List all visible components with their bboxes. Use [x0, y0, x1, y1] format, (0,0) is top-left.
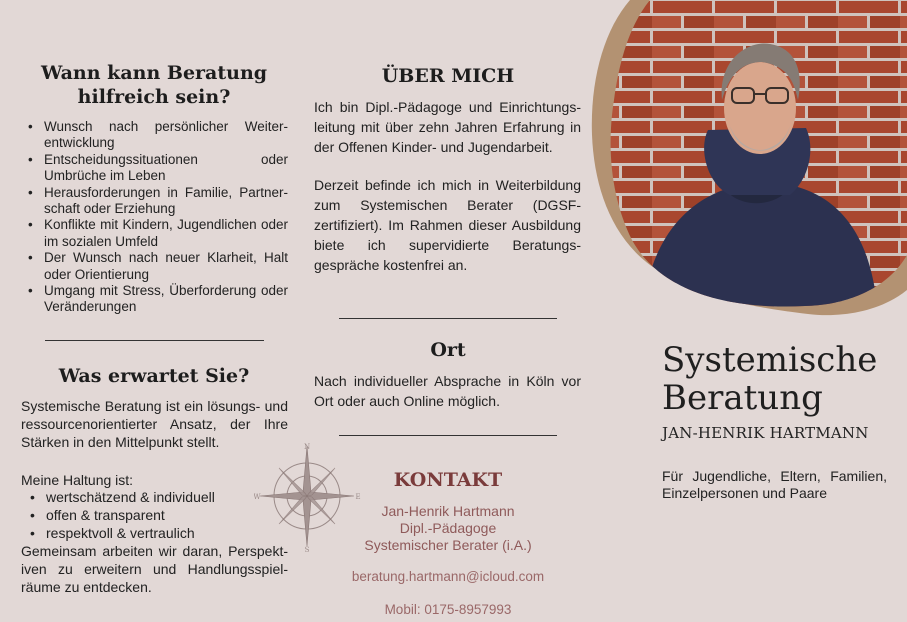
contact-degree: Dipl.-Pädagoge: [399, 520, 497, 536]
when-list: [22, 119, 288, 316]
audience-text: Für Jugendliche, Eltern, Familien, Einzelpersonen und Paare: [662, 468, 887, 501]
list-item: • Herausforderungen in Familie, Partner-schaft oder Erziehung: [22, 185, 288, 218]
portrait-frame: [590, 0, 907, 316]
compass-e: E: [355, 493, 361, 501]
divider: [339, 435, 557, 436]
divider: [339, 318, 557, 319]
title-line-2: Beratung: [662, 378, 823, 418]
compass-n: N: [303, 443, 311, 451]
contact-phone[interactable]: Mobil: 0175-8957993: [384, 602, 512, 617]
contact-name: Jan-Henrik Hartmann: [381, 503, 515, 519]
place-text: Nach individueller Absprache in Köln vor Ort oder auch Online möglich.: [314, 373, 581, 409]
list-item: • Konflikte mit Kindern, Jugendlichen oder im sozialen Umfeld: [22, 217, 288, 250]
stance-list: [24, 488, 254, 542]
contact-role: Systemischer Berater (i.A.): [364, 537, 532, 553]
portrait-photo: [590, 0, 907, 316]
about-paragraph-1: Ich bin Dipl.-Pädagoge und Einrichtungs-leitung mit über zehn Jahren Erfahrung in der Offenen Kinder- und Jugendarbeit.: [314, 99, 581, 155]
title-line-1: Systemische: [662, 340, 878, 380]
section-title-about: ÜBER MICH: [381, 65, 515, 87]
compass-s: S: [304, 546, 310, 554]
stance-label: Meine Haltung ist:: [21, 472, 134, 488]
list-item: • Entscheidungssituationen oder Umbrüche im Leben: [22, 152, 288, 185]
list-item: • Der Wunsch nach neuer Klarheit, Halt oder Orientierung: [22, 250, 288, 283]
expect-intro: Systemische Beratung ist ein lösungs- und ressourcenorientierter Ansatz, der Ihre Stärken in den Mittelpunkt stellt.: [21, 398, 288, 450]
about-paragraph-2: Derzeit befinde ich mich in Weiterbildung zum Systemischen Berater (DGSF-zertifiziert). Im Rahmen dieser Ausbildung biete ich supervidierte Beratungs-gespräche kostenfrei an.: [314, 177, 581, 273]
list-item: • offen & transparent: [24, 506, 254, 524]
section-title-expect: Was erwartet Sie?: [58, 365, 250, 387]
brochure-subtitle: JAN-HENRIK HARTMANN: [662, 424, 869, 442]
list-item: • Umgang mit Stress, Überforderung oder Veränderungen: [22, 283, 288, 316]
contact-email[interactable]: beratung.hartmann@icloud.com: [351, 569, 545, 584]
section-title-place: Ort: [430, 339, 466, 361]
contact-title: KONTAKT: [393, 469, 503, 491]
list-item: • Wunsch nach persönlicher Weiter-entwicklung: [22, 119, 288, 152]
brochure-title: [662, 341, 877, 417]
compass-w: W: [254, 493, 261, 501]
divider: [45, 340, 264, 341]
list-item: • wertschätzend & individuell: [24, 488, 254, 506]
closing-text: Gemeinsam arbeiten wir daran, Perspekt-iven zu erweitern und Handlungsspiel-räume zu entdecken.: [21, 543, 288, 595]
list-item: • respektvoll & vertraulich: [24, 524, 254, 542]
section-title-when: Wann kann Beratung hilfreich sein?: [40, 62, 268, 108]
